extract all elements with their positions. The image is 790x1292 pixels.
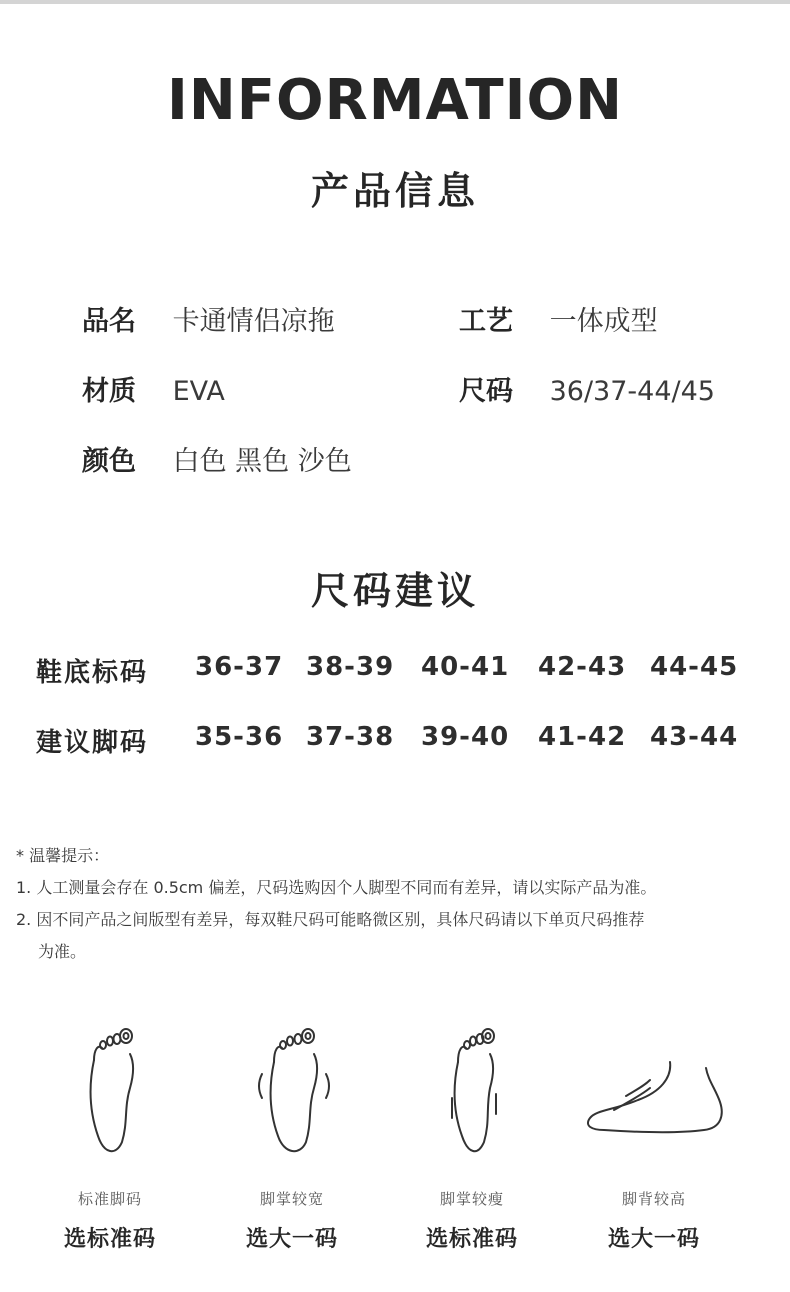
spec-name: [82, 305, 335, 339]
size-cell: 41-42: [538, 722, 627, 752]
page-title-chinese: 产品信息: [310, 169, 479, 213]
spec-color-value: 白色 黑色 沙色: [172, 446, 352, 477]
spec-material: [82, 375, 225, 409]
spec-color-label: 颜色: [82, 446, 136, 477]
foot-type-caption: 脚背较高: [621, 1190, 686, 1208]
spec-name-value: 卡通情侣凉拖: [172, 306, 335, 337]
spec-material-value: EVA: [172, 376, 225, 407]
size-cell: 43-44: [650, 722, 739, 752]
high-instep-foot-icon: [574, 1018, 734, 1168]
foot-type-advice: 选大一码: [245, 1227, 338, 1252]
page-title-english: INFORMATION: [167, 68, 623, 133]
foot-type-high-instep: [564, 1018, 744, 1252]
tips-line: 2. 因不同产品之间版型有差异，每双鞋尺码可能略微区别，具体尺码请以下单页尺码推荐: [16, 910, 645, 929]
spec-craft-value: 一体成型: [549, 306, 658, 337]
spec-craft: [459, 305, 658, 339]
spec-craft-label: 工艺: [459, 306, 513, 337]
foot-type-standard: [20, 1018, 200, 1252]
spec-size: [459, 375, 715, 409]
top-divider: [0, 0, 790, 4]
size-row-foot: [0, 722, 790, 762]
wide-foot-icon: [232, 1018, 352, 1168]
foot-type-caption: 标准脚码: [77, 1190, 142, 1208]
size-cell: 42-43: [538, 652, 627, 682]
size-cell: 44-45: [650, 652, 739, 682]
foot-type-advice: 选标准码: [425, 1227, 518, 1252]
size-cell: 37-38: [306, 722, 395, 752]
size-row-sole: [0, 652, 790, 692]
tips-heading: * 温馨提示：: [16, 846, 110, 865]
foot-type-caption: 脚掌较瘦: [439, 1190, 504, 1208]
size-row-label: 建议脚码: [36, 728, 149, 758]
foot-type-caption: 脚掌较宽: [259, 1190, 324, 1208]
standard-foot-icon: [50, 1018, 170, 1168]
size-guide-title: 尺码建议: [310, 569, 479, 613]
foot-type-advice: 选大一码: [607, 1227, 700, 1252]
foot-type-narrow: [382, 1018, 562, 1252]
size-cell: 38-39: [306, 652, 395, 682]
tips-block: [16, 840, 776, 968]
tips-line: 1. 人工测量会存在 0.5cm 偏差，尺码选购因个人脚型不同而有差异，请以实际产品为准。: [16, 878, 657, 897]
spec-color: [82, 445, 352, 479]
spec-name-label: 品名: [82, 306, 136, 337]
size-cell: 35-36: [195, 722, 284, 752]
spec-material-label: 材质: [82, 376, 136, 407]
size-cell: 36-37: [195, 652, 284, 682]
size-cell: 40-41: [421, 652, 510, 682]
narrow-foot-icon: [412, 1018, 532, 1168]
size-cell: 39-40: [421, 722, 510, 752]
spec-size-value: 36/37-44/45: [549, 376, 715, 407]
tips-line: 为准。: [38, 942, 87, 961]
size-row-label: 鞋底标码: [36, 658, 149, 688]
foot-type-wide: [202, 1018, 382, 1252]
foot-type-advice: 选标准码: [63, 1227, 156, 1252]
spec-size-label: 尺码: [459, 376, 513, 407]
